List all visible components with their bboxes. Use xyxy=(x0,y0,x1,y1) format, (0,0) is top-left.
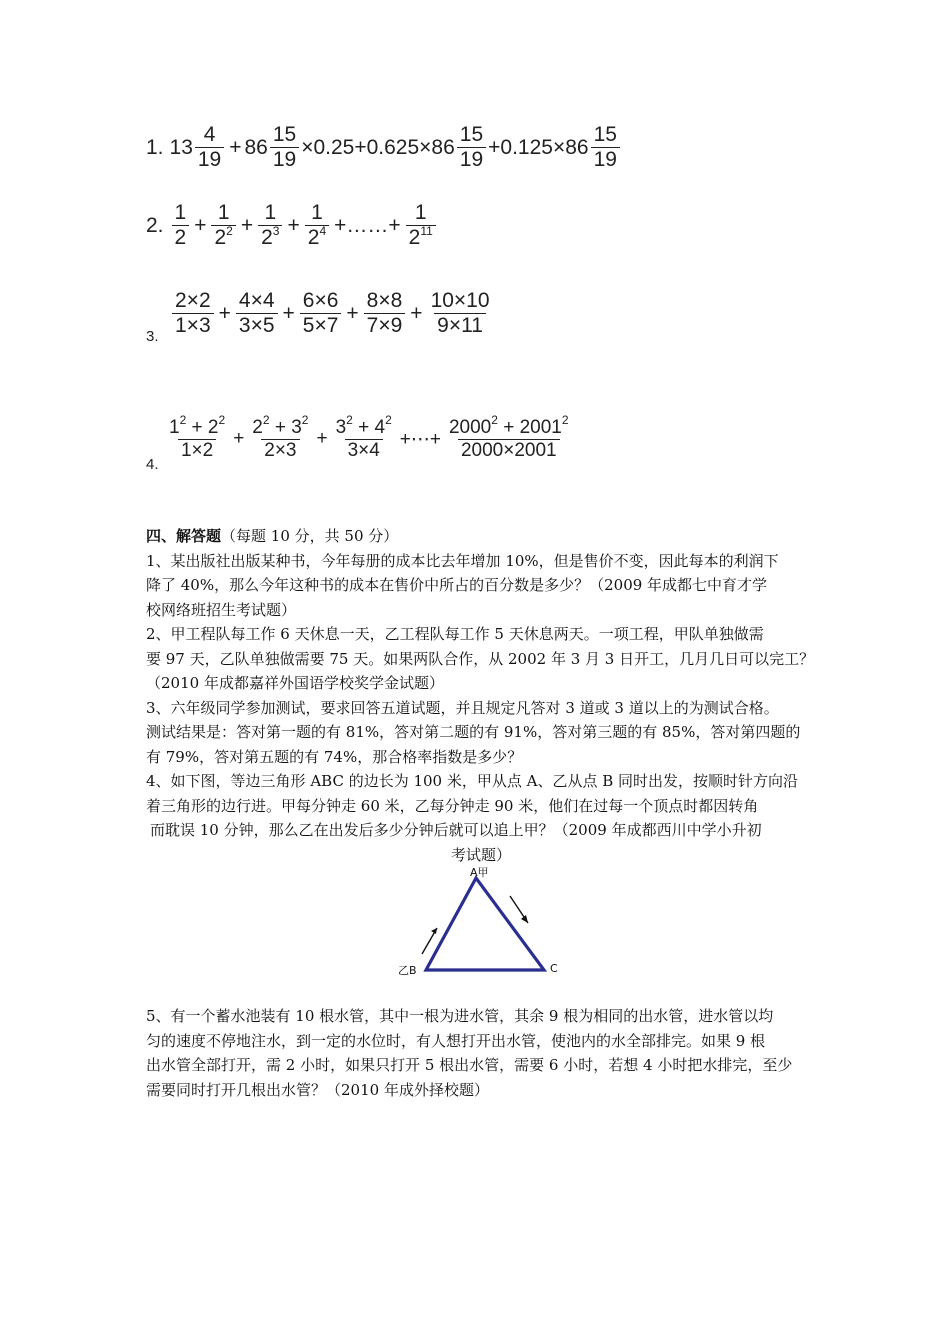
question-1-line-1: 1、某出版社出版某种书，今年每册的成本比去年增加 10%，但是售价不变，因此每本的利润下 xyxy=(146,551,779,570)
question-5-line-1: 5、有一个蓄水池装有 10 根水管，其中一根为进水管，其余 9 根为相同的出水管，进水管以均 xyxy=(146,1007,774,1025)
fraction: $\frac{4\times 4}{3\times 5}$ xyxy=(236,290,278,337)
fraction: $\frac{1}{2}$ xyxy=(172,202,190,249)
ellipsis: +……+ xyxy=(334,213,401,237)
question-4-line-1: 4、如下图，等边三角形 ABC 的边长为 100 米，甲从点 A、乙从点 B 同时出发，按顺时针方向沿 xyxy=(146,772,799,790)
question-2-line-2: 要 97 天，乙队单独做需要 75 天。如果两队合作，从 2002 年 3 月 3 日开工，几月几日可以完工？ xyxy=(146,649,815,668)
question-4-line-2: 着三角形的边行进。甲每分钟走 60 米，乙每分钟走 90 米，他们在过每一个顶点时都因转角 xyxy=(146,796,759,815)
plus-sign: + xyxy=(233,428,245,450)
fraction: $\frac{1^2 + 2^2}{1\times 2}$ xyxy=(169,413,226,461)
question-2-line-1: 2、甲工程队每工作 6 天休息一天，乙工程队每工作 5 天休息两天。一项工程，甲队单独做需 xyxy=(146,625,764,643)
arrow-head-ac xyxy=(521,915,528,923)
section-title: 四、解答题（每题 10 分，共 50 分） xyxy=(146,527,399,545)
label-a-jia: A甲 xyxy=(470,866,489,879)
ellipsis: +⋯+ xyxy=(399,428,441,450)
problem-1-label: 1. xyxy=(146,135,164,159)
question-5-line-4: 需要同时打开几根出水管？（2010 年成外择校题） xyxy=(146,1080,489,1099)
calc-problem-2 xyxy=(146,202,438,249)
fraction: $\frac{15}{19}$ xyxy=(457,124,486,171)
problem-4-label: 4. xyxy=(146,456,159,473)
question-3-line-3: 有 79%，答对第五题的有 74%，那合格率指数是多少？ xyxy=(146,747,523,766)
problem-2-label: 2. xyxy=(146,213,164,237)
fraction: $\frac{3^2 + 4^2}{3\times 4}$ xyxy=(335,413,392,461)
fraction: $\frac{6\times 6}{5\times 7}$ xyxy=(300,290,342,337)
triangle-abc xyxy=(426,878,544,970)
fraction: $\frac{10\times 10}{9\times 11}$ xyxy=(430,289,490,338)
fraction: $\frac{4}{19}$ xyxy=(195,124,224,171)
question-5-line-2: 匀的速度不停地注水，到一定的水位时，有人想打开出水管，使池内的水全部排完。如果 9 根 xyxy=(146,1031,766,1050)
mixed-whole: 13 xyxy=(169,135,193,159)
fraction: $\frac{2^2 + 3^2}{2\times 3}$ xyxy=(252,413,309,461)
calc-problem-1 xyxy=(146,124,622,171)
fraction: $\frac{1}{2^4}$ xyxy=(305,202,329,249)
calc-problem-3 xyxy=(170,290,495,337)
label-yi-b: 乙B xyxy=(398,964,417,977)
question-1-line-2: 降了 40%，那么今年这种书的成本在售价中所占的百分数是多少？（2009 年成都七中育才学 xyxy=(146,576,768,594)
fraction: $\frac{2\times 2}{1\times 3}$ xyxy=(172,290,214,337)
mixed-whole: 86 xyxy=(244,135,268,159)
question-5-line-3: 出水管全部打开，需 2 小时，如果只打开 5 根出水管，需要 6 小时，若想 4 小时把水排完，至少 xyxy=(146,1056,793,1074)
calc-problem-4 xyxy=(164,413,574,461)
fraction: $\frac{2000^2 + 2001^2}{2000\times 2001}$ xyxy=(448,413,569,461)
plus-sign: + xyxy=(316,428,328,450)
label-c: C xyxy=(550,962,558,975)
question-5 xyxy=(146,1004,816,1102)
expression-text: +0.125×86 xyxy=(488,135,589,159)
plus-sign: + xyxy=(218,301,231,325)
plus-sign: + xyxy=(240,213,254,237)
question-3-line-1: 3、六年级同学参加测试，要求回答五道试题，并且规定凡答对 3 道或 3 道以上的为测试合格。 xyxy=(146,698,779,717)
fraction: $\frac{15}{19}$ xyxy=(270,124,299,171)
plus-sign: + xyxy=(194,213,207,237)
question-2-line-3: （2010 年成都嘉祥外国语学校奖学金试题） xyxy=(146,674,444,692)
question-3-line-2: 测试结果是：答对第一题的有 81%，答对第二题的有 91%，答对第三题的有 85%，答对第四题的 xyxy=(146,723,801,741)
problem-3-label: 3. xyxy=(146,328,159,345)
fraction: $\frac{1}{2^{11}}$ xyxy=(406,202,436,249)
plus-sign: + xyxy=(287,213,300,237)
fraction: $\frac{15}{19}$ xyxy=(591,124,620,171)
fraction: $\frac{1}{2^3}$ xyxy=(258,202,282,249)
plus-sign: + xyxy=(229,135,242,159)
plus-sign: + xyxy=(410,301,423,325)
fraction: $\frac{8\times 8}{7\times 9}$ xyxy=(364,290,406,337)
triangle-diagram xyxy=(390,866,580,978)
question-1-line-3: 校网络班招生考试题） xyxy=(146,600,297,619)
fraction: $\frac{1}{2^2}$ xyxy=(211,202,235,249)
expression-text: ×0.25+0.625×86 xyxy=(301,135,455,159)
question-4-line-3: 而耽误 10 分钟，那么乙在出发后多少分钟后就可以追上甲？（2009 年成都西川中学小升初 xyxy=(150,821,762,839)
plus-sign: + xyxy=(282,301,295,325)
question-4-line-4: 考试题） xyxy=(450,845,511,864)
section-answer-questions xyxy=(146,524,816,867)
plus-sign: + xyxy=(346,301,359,325)
